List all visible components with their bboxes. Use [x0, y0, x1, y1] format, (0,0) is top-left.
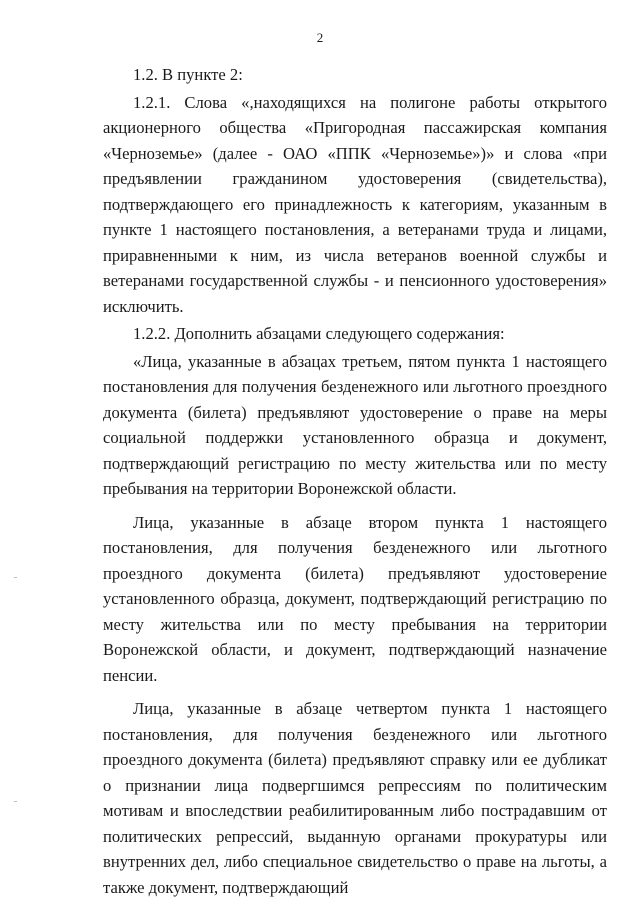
paragraph-1-2-2: 1.2.2. Дополнить абзацами следующего содержания: — [133, 324, 505, 343]
paragraph-1-2-1: 1.2.1. Слова «,находящихся на полигоне работы открытого акционерного общества «Пригородная пассажирская компания «Черноземье» (далее - ОАО «ППК «Черноземье»)» и слова «при предъявлении гражданином удостоверения (свидетельства), подтверждающего его принадлежность к категориям, указанным в пункте 1 настоящего постановления, а ветеранами труда и лицами, приравненными к ним, из числа ветеранов военной службы и ветеранами государственной службы - и пенсионного удостоверения» исключить. — [103, 92, 607, 316]
document-body — [103, 62, 607, 900]
scan-mark — [14, 801, 17, 802]
paragraph-1-2: 1.2. В пункте 2: — [133, 65, 243, 84]
quoted-paragraph-3: Лица, указанные в абзаце четвертом пункта 1 настоящего постановления, для получения безденежного или льготного проездного документа (билета) предъявляют справку или ее дубликат о признании лица подвергшимся репрессиям по политическим мотивам и впоследствии реабилитированным либо пострадавшим от политических репрессий, выданную органами прокуратуры или внутренних дел, либо специальное свидетельство о праве на льготы, а также документ, подтверждающий — [103, 699, 607, 897]
page-number: 2 — [316, 30, 324, 45]
scan-mark — [14, 577, 17, 578]
quoted-paragraph-1: «Лица, указанные в абзацах третьем, пятом пункта 1 настоящего постановления для получения безденежного или льготного проездного документа (билета) предъявляют удостоверение о праве на меры социальной поддержки установленного образца и документ, подтверждающий регистрацию по месту жительства или по месту пребывания на территории Воронежской области. — [103, 351, 607, 498]
quoted-paragraph-2: Лица, указанные в абзаце втором пункта 1 настоящего постановления, для получения безденежного или льготного проездного документа (билета) предъявляют удостоверение установленного образца, документ, подтверждающий регистрацию по месту жительства или по месту пребывания на территории Воронежской области, и документ, подтверждающий назначение пенсии. — [103, 512, 607, 685]
